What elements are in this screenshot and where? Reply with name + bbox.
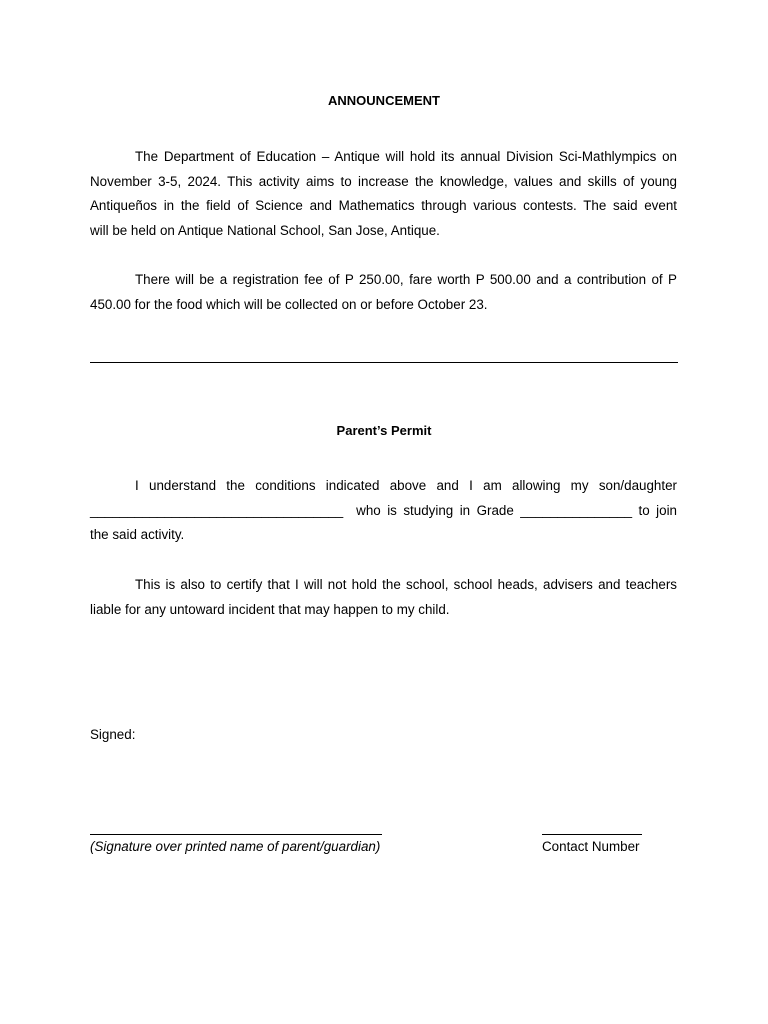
contact-number-line[interactable] (542, 834, 642, 835)
permit-p1-line-2[interactable]: __________________________________ who is studying in Grade _______________ to join (90, 502, 677, 518)
permit-p1-line-3: the said activity. (90, 527, 185, 543)
announcement-p2-line-2: 450.00 for the food which will be collected on or before October 23. (90, 296, 488, 312)
permit-p2-line-1: This is also to certify that I will not hold the school, school heads, advisers and teachers (135, 577, 677, 592)
announcement-p2-line-1: There will be a registration fee of P 250.00, fare worth P 500.00 and a contribution of P (135, 272, 677, 287)
announcement-p1-line-1: The Department of Education – Antique will hold its annual Division Sci-Mathlympics on (135, 149, 677, 164)
permit-paragraph-1 (90, 474, 677, 548)
contact-number-caption: Contact Number (542, 839, 640, 854)
section-divider (90, 362, 678, 363)
announcement-title: ANNOUNCEMENT (328, 93, 440, 108)
announcement-paragraph-1 (90, 145, 677, 243)
announcement-p1-line-4: will be held on Antique National School, San Jose, Antique. (90, 222, 440, 238)
parent-signature-caption: (Signature over printed name of parent/guardian) (90, 839, 381, 854)
announcement-p1-line-2: November 3-5, 2024. This activity aims to increase the knowledge, values and skills of young (90, 173, 677, 189)
announcement-p1-line-3: Antiqueños in the field of Science and Mathematics through various contests. The said event (90, 198, 677, 214)
permit-p1-line-1: I understand the conditions indicated above and I am allowing my son/daughter (135, 478, 677, 493)
parent-signature-line[interactable] (90, 834, 382, 835)
permit-p2-line-2: liable for any untoward incident that may happen to my child. (90, 601, 450, 617)
permit-title: Parent’s Permit (336, 423, 432, 438)
signed-label: Signed: (90, 727, 136, 742)
permit-paragraph-2 (90, 573, 677, 622)
announcement-paragraph-2 (90, 268, 677, 317)
